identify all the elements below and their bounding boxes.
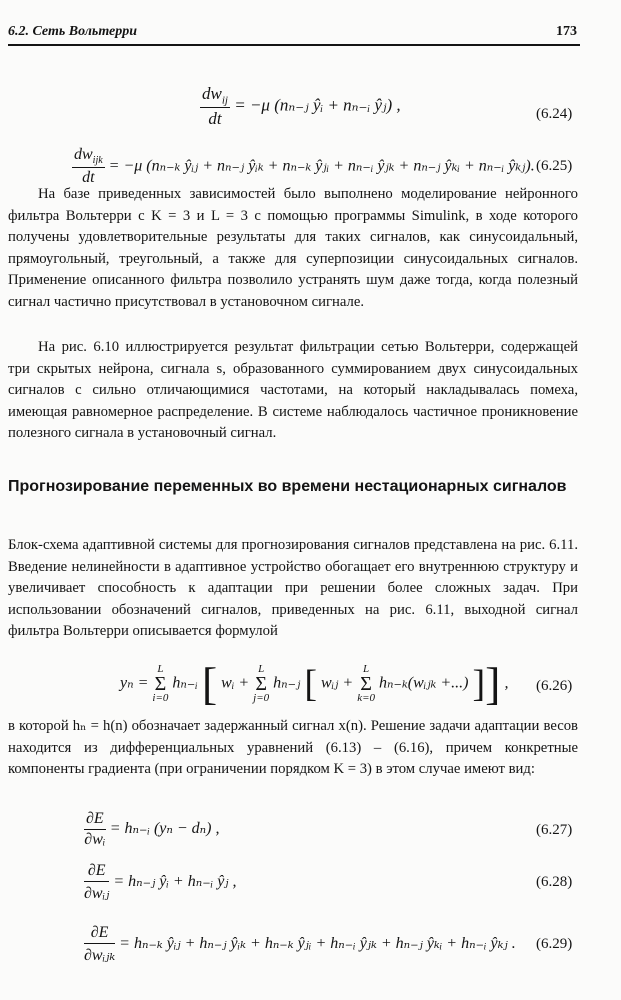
sum-symbol: L Σ k=0 xyxy=(357,663,376,704)
fraction: $\frac{dw_{ijk}}{dt}$ xyxy=(74,146,103,187)
equation-6-29: $\frac{\partial E}{\text{∂wᵢⱼₖ}}$ = hₙ₋ₖ ŷᵢⱼ + hₙ₋ⱼ ŷᵢₖ + hₙ₋ₖ ŷⱼᵢ + hₙ₋ᵢ ŷⱼₖ + hₙ₋ⱼ ŷₖᵢ + hₙ₋ᵢ ŷₖⱼ . xyxy=(84,924,516,964)
equation-rhs: = −μ (nₙ₋ₖ ŷᵢⱼ + nₙ₋ⱼ ŷᵢₖ + nₙ₋ₖ ŷⱼᵢ + nₙ₋ᵢ ŷⱼₖ + nₙ₋ⱼ ŷₖᵢ + nₙ₋ᵢ ŷₖⱼ). xyxy=(108,157,535,175)
paragraph: На базе приведенных зависимостей было выполнено моделирование нейронного фильтра Вольтерри с K = 3 и L = 3 с помощью программы Simulink, в ходе которого получены удовлетворительные результаты для таких сигналов, как синусоидальный, прямоугольный, треугольный, а также для суперпозиции синусоидальных сигналов. Применение описанного фильтра позволило устранять шум даже тогда, когда полезный сигнал частично присутствовал в установочном сигнале. xyxy=(8,186,578,310)
paragraph: На рис. 6.10 иллюстрируется результат фильтрации сетью Вольтерри, содержащей три скрытых нейрона, сигнала s, образованного суммированием двух синусоидальных сигналов с сильно отличающимися частотами, на который накладывалась помеха, имеющая равномерное распределение. В системе наблюдалось частичное проникновение полезного сигнала в установочный сигнал. xyxy=(8,339,578,442)
equation-number: (6.29) xyxy=(536,936,573,952)
equation-rhs: = −μ (nₙ₋ⱼ ŷᵢ + nₙ₋ᵢ ŷⱼ) , xyxy=(234,95,401,115)
fraction: $\frac{dw_{ij}}{dt}$ xyxy=(202,84,228,129)
paragraph: в которой hₙ = h(n) обозначает задержанный сигнал x(n). Решение задачи адаптации весов находится из дифференциальных уравнений (6.13) – (6.16), причем конкретные компоненты градиента (при ограничении порядком K = 3) в этом случае имеют вид: xyxy=(8,718,578,778)
equation-6-24 xyxy=(200,84,401,129)
sum-symbol: L Σ i=0 xyxy=(152,663,169,704)
header-rule xyxy=(8,44,580,46)
sum-symbol: L Σ j=0 xyxy=(253,663,270,704)
equation-6-25 xyxy=(72,146,535,187)
page-number: 173 xyxy=(556,24,577,39)
equation-6-28: $\frac{\partial E}{\text{∂wᵢⱼ}}$ = hₙ₋ⱼ ŷᵢ + hₙ₋ᵢ ŷⱼ , xyxy=(84,862,237,902)
equation-number: (6.24) xyxy=(536,106,573,122)
running-header: 6.2. Сеть Вольтерри xyxy=(8,24,138,39)
section-heading: Прогнозирование переменных во времени нестационарных сигналов xyxy=(8,478,567,495)
paragraph: Блок-схема адаптивной системы для прогнозирования сигналов представлена на рис. 6.11. Введение нелинейности в адаптивное устройство обогащает его внутреннюю структуру и увеличивает способность к адаптации при решении более сложных задач. При использовании обозначений сигналов, приведенных на рис. 6.11, выходной сигнал фильтра Вольтерри описывается формулой xyxy=(8,537,578,640)
equation-number: (6.28) xyxy=(536,874,573,890)
equation-number: (6.27) xyxy=(536,822,573,838)
equation-6-26: yₙ = L Σ i=0 hₙ₋ᵢ [ wᵢ + L Σ j=0 hₙ₋ⱼ [ wᵢⱼ + L Σ k=0 hₙ₋ₖ(wᵢⱼₖ +...) ]] , xyxy=(120,658,509,709)
equation-number: (6.25) xyxy=(536,158,573,174)
equation-number: (6.26) xyxy=(536,678,573,694)
equation-6-27: $\frac{\partial E}{\text{∂wᵢ}}$ = hₙ₋ᵢ (yₙ − dₙ) , xyxy=(84,810,220,848)
